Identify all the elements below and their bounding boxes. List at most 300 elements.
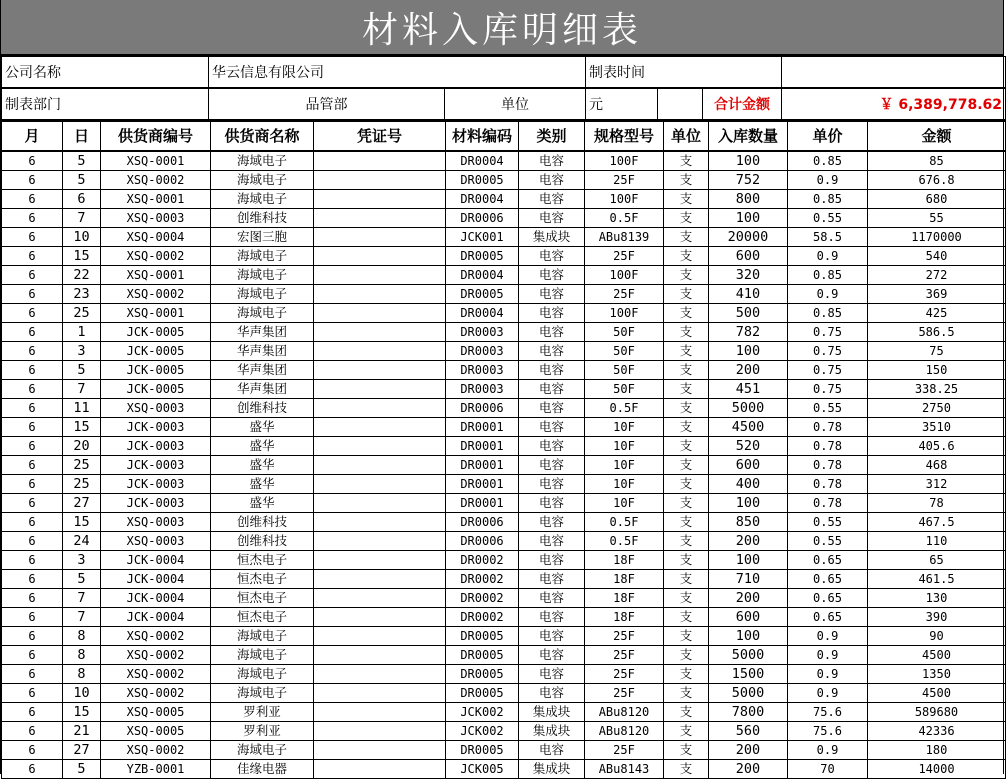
cell-unit[interactable]: 支 (664, 665, 709, 684)
cell-spec[interactable]: 25F (585, 247, 664, 266)
cell-day[interactable]: 25 (63, 475, 101, 494)
cell-material-code[interactable]: JCK002 (446, 722, 519, 741)
col-header-spec[interactable]: 规格型号 (585, 121, 664, 151)
cell-voucher-no[interactable] (314, 722, 446, 741)
cell-category[interactable]: 电容 (519, 399, 585, 418)
cell-supplier-code[interactable]: XSQ-0002 (101, 247, 211, 266)
cell-unit[interactable]: 支 (664, 323, 709, 342)
cell-supplier-code[interactable]: XSQ-0005 (101, 703, 211, 722)
cell-material-code[interactable]: DR0005 (446, 646, 519, 665)
cell-supplier-code[interactable]: XSQ-0001 (101, 151, 211, 171)
cell-day[interactable]: 1 (63, 323, 101, 342)
cell-material-code[interactable]: DR0005 (446, 285, 519, 304)
cell-unit[interactable]: 支 (664, 247, 709, 266)
cell-category[interactable]: 集成块 (519, 760, 585, 779)
cell-quantity[interactable]: 200 (709, 532, 788, 551)
cell-spec[interactable]: 100F (585, 304, 664, 323)
cell-supplier-name[interactable]: 华声集团 (211, 361, 314, 380)
cell-month[interactable]: 6 (2, 437, 63, 456)
cell-quantity[interactable]: 200 (709, 741, 788, 760)
cell-quantity[interactable]: 560 (709, 722, 788, 741)
cell-unit[interactable]: 支 (664, 228, 709, 247)
cell-material-code[interactable]: JCK002 (446, 703, 519, 722)
cell-spec[interactable]: 50F (585, 361, 664, 380)
cell-spec[interactable]: 100F (585, 151, 664, 171)
col-header-day[interactable]: 日 (63, 121, 101, 151)
cell-voucher-no[interactable] (314, 151, 446, 171)
cell-unit[interactable]: 支 (664, 532, 709, 551)
cell-voucher-no[interactable] (314, 228, 446, 247)
cell-unit-price[interactable]: 0.65 (788, 551, 868, 570)
cell-day[interactable]: 5 (63, 171, 101, 190)
cell-material-code[interactable]: DR0005 (446, 247, 519, 266)
cell-quantity[interactable]: 1500 (709, 665, 788, 684)
cell-amount[interactable]: 390 (868, 608, 1006, 627)
cell-voucher-no[interactable] (314, 285, 446, 304)
cell-voucher-no[interactable] (314, 532, 446, 551)
cell-supplier-name[interactable]: 恒杰电子 (211, 608, 314, 627)
cell-supplier-code[interactable]: XSQ-0001 (101, 190, 211, 209)
cell-supplier-code[interactable]: XSQ-0003 (101, 532, 211, 551)
cell-day[interactable]: 11 (63, 399, 101, 418)
cell-amount[interactable]: 42336 (868, 722, 1006, 741)
cell-day[interactable]: 8 (63, 627, 101, 646)
cell-quantity[interactable]: 200 (709, 589, 788, 608)
cell-spec[interactable]: 0.5F (585, 532, 664, 551)
cell-amount[interactable]: 272 (868, 266, 1006, 285)
cell-month[interactable]: 6 (2, 646, 63, 665)
cell-month[interactable]: 6 (2, 151, 63, 171)
unit-value[interactable]: 元 (586, 88, 658, 120)
cell-voucher-no[interactable] (314, 494, 446, 513)
cell-month[interactable]: 6 (2, 209, 63, 228)
cell-quantity[interactable]: 200 (709, 361, 788, 380)
cell-quantity[interactable]: 600 (709, 456, 788, 475)
cell-supplier-code[interactable]: JCK-0003 (101, 456, 211, 475)
col-header-unit[interactable]: 单位 (664, 121, 709, 151)
cell-unit-price[interactable]: 0.65 (788, 608, 868, 627)
cell-unit-price[interactable]: 0.55 (788, 532, 868, 551)
cell-category[interactable]: 电容 (519, 741, 585, 760)
cell-category[interactable]: 电容 (519, 361, 585, 380)
cell-unit-price[interactable]: 0.78 (788, 494, 868, 513)
cell-spec[interactable]: 0.5F (585, 399, 664, 418)
cell-quantity[interactable]: 600 (709, 247, 788, 266)
cell-month[interactable]: 6 (2, 494, 63, 513)
cell-spec[interactable]: ABu8120 (585, 722, 664, 741)
cell-month[interactable]: 6 (2, 171, 63, 190)
cell-quantity[interactable]: 20000 (709, 228, 788, 247)
cell-month[interactable]: 6 (2, 513, 63, 532)
cell-voucher-no[interactable] (314, 589, 446, 608)
cell-quantity[interactable]: 7800 (709, 703, 788, 722)
cell-month[interactable]: 6 (2, 570, 63, 589)
cell-unit[interactable]: 支 (664, 342, 709, 361)
cell-unit[interactable]: 支 (664, 151, 709, 171)
cell-category[interactable]: 电容 (519, 532, 585, 551)
cell-supplier-name[interactable]: 恒杰电子 (211, 551, 314, 570)
cell-material-code[interactable]: DR0006 (446, 513, 519, 532)
cell-supplier-code[interactable]: XSQ-0003 (101, 399, 211, 418)
cell-spec[interactable]: 25F (585, 684, 664, 703)
cell-supplier-code[interactable]: XSQ-0002 (101, 646, 211, 665)
cell-day[interactable]: 7 (63, 380, 101, 399)
cell-spec[interactable]: 0.5F (585, 209, 664, 228)
cell-voucher-no[interactable] (314, 646, 446, 665)
cell-quantity[interactable]: 4500 (709, 418, 788, 437)
cell-day[interactable]: 15 (63, 513, 101, 532)
cell-unit[interactable]: 支 (664, 380, 709, 399)
cell-unit-price[interactable]: 0.9 (788, 741, 868, 760)
cell-unit-price[interactable]: 0.55 (788, 209, 868, 228)
cell-spec[interactable]: 25F (585, 627, 664, 646)
cell-material-code[interactable]: DR0003 (446, 361, 519, 380)
cell-month[interactable]: 6 (2, 190, 63, 209)
cell-amount[interactable]: 540 (868, 247, 1006, 266)
cell-category[interactable]: 集成块 (519, 703, 585, 722)
cell-day[interactable]: 7 (63, 589, 101, 608)
cell-quantity[interactable]: 100 (709, 151, 788, 171)
cell-material-code[interactable]: DR0001 (446, 456, 519, 475)
cell-spec[interactable]: 100F (585, 266, 664, 285)
cell-quantity[interactable]: 520 (709, 437, 788, 456)
cell-supplier-code[interactable]: XSQ-0003 (101, 513, 211, 532)
cell-amount[interactable]: 55 (868, 209, 1006, 228)
cell-unit[interactable]: 支 (664, 190, 709, 209)
cell-category[interactable]: 电容 (519, 551, 585, 570)
cell-supplier-name[interactable]: 海域电子 (211, 304, 314, 323)
cell-material-code[interactable]: DR0003 (446, 323, 519, 342)
col-header-quantity[interactable]: 入库数量 (709, 121, 788, 151)
cell-category[interactable]: 电容 (519, 285, 585, 304)
cell-material-code[interactable]: DR0001 (446, 418, 519, 437)
cell-unit-price[interactable]: 0.65 (788, 570, 868, 589)
cell-unit-price[interactable]: 0.78 (788, 456, 868, 475)
cell-amount[interactable]: 2750 (868, 399, 1006, 418)
cell-material-code[interactable]: DR0004 (446, 266, 519, 285)
cell-day[interactable]: 5 (63, 151, 101, 171)
cell-supplier-name[interactable]: 海域电子 (211, 190, 314, 209)
cell-material-code[interactable]: DR0004 (446, 304, 519, 323)
cell-supplier-name[interactable]: 海域电子 (211, 247, 314, 266)
cell-quantity[interactable]: 100 (709, 551, 788, 570)
cell-voucher-no[interactable] (314, 418, 446, 437)
cell-unit[interactable]: 支 (664, 608, 709, 627)
cell-material-code[interactable]: JCK001 (446, 228, 519, 247)
blank-cell[interactable] (658, 88, 703, 120)
unit-label[interactable]: 单位 (445, 88, 586, 120)
cell-voucher-no[interactable] (314, 703, 446, 722)
cell-spec[interactable]: 10F (585, 494, 664, 513)
cell-amount[interactable]: 369 (868, 285, 1006, 304)
cell-month[interactable]: 6 (2, 361, 63, 380)
cell-month[interactable]: 6 (2, 399, 63, 418)
cell-category[interactable]: 电容 (519, 608, 585, 627)
cell-amount[interactable]: 65 (868, 551, 1006, 570)
cell-unit[interactable]: 支 (664, 171, 709, 190)
cell-day[interactable]: 5 (63, 570, 101, 589)
cell-category[interactable]: 集成块 (519, 722, 585, 741)
cell-voucher-no[interactable] (314, 741, 446, 760)
cell-material-code[interactable]: DR0006 (446, 399, 519, 418)
cell-supplier-name[interactable]: 创维科技 (211, 399, 314, 418)
cell-unit-price[interactable]: 0.9 (788, 171, 868, 190)
cell-day[interactable]: 24 (63, 532, 101, 551)
cell-month[interactable]: 6 (2, 323, 63, 342)
cell-supplier-name[interactable]: 创维科技 (211, 532, 314, 551)
cell-amount[interactable]: 14000 (868, 760, 1006, 779)
cell-quantity[interactable]: 5000 (709, 684, 788, 703)
total-value[interactable]: ￥ 6,389,778.62 (782, 88, 1006, 120)
cell-day[interactable]: 10 (63, 228, 101, 247)
cell-quantity[interactable]: 400 (709, 475, 788, 494)
cell-spec[interactable]: 50F (585, 323, 664, 342)
cell-day[interactable]: 3 (63, 551, 101, 570)
cell-spec[interactable]: 50F (585, 342, 664, 361)
cell-day[interactable]: 27 (63, 494, 101, 513)
cell-amount[interactable]: 467.5 (868, 513, 1006, 532)
cell-day[interactable]: 8 (63, 646, 101, 665)
cell-month[interactable]: 6 (2, 247, 63, 266)
cell-unit[interactable]: 支 (664, 722, 709, 741)
cell-spec[interactable]: 100F (585, 190, 664, 209)
cell-voucher-no[interactable] (314, 513, 446, 532)
cell-amount[interactable]: 405.6 (868, 437, 1006, 456)
cell-unit[interactable]: 支 (664, 646, 709, 665)
cell-amount[interactable]: 468 (868, 456, 1006, 475)
cell-unit[interactable]: 支 (664, 456, 709, 475)
date-value[interactable] (782, 57, 1006, 88)
cell-amount[interactable]: 680 (868, 190, 1006, 209)
cell-spec[interactable]: 18F (585, 551, 664, 570)
dept-value[interactable]: 品管部 (209, 88, 445, 120)
company-value[interactable]: 华云信息有限公司 (209, 57, 586, 88)
cell-supplier-name[interactable]: 盛华 (211, 475, 314, 494)
cell-supplier-code[interactable]: JCK-0004 (101, 608, 211, 627)
cell-month[interactable]: 6 (2, 285, 63, 304)
cell-amount[interactable]: 586.5 (868, 323, 1006, 342)
cell-day[interactable]: 5 (63, 361, 101, 380)
cell-supplier-name[interactable]: 创维科技 (211, 209, 314, 228)
cell-quantity[interactable]: 320 (709, 266, 788, 285)
cell-supplier-name[interactable]: 宏图三胞 (211, 228, 314, 247)
cell-supplier-name[interactable]: 罗利亚 (211, 722, 314, 741)
cell-day[interactable]: 6 (63, 190, 101, 209)
cell-category[interactable]: 电容 (519, 513, 585, 532)
cell-material-code[interactable]: DR0005 (446, 684, 519, 703)
cell-voucher-no[interactable] (314, 551, 446, 570)
cell-category[interactable]: 电容 (519, 589, 585, 608)
cell-month[interactable]: 6 (2, 304, 63, 323)
cell-unit-price[interactable]: 0.75 (788, 380, 868, 399)
cell-quantity[interactable]: 410 (709, 285, 788, 304)
cell-material-code[interactable]: DR0006 (446, 532, 519, 551)
cell-spec[interactable]: 25F (585, 665, 664, 684)
cell-day[interactable]: 7 (63, 209, 101, 228)
cell-amount[interactable]: 180 (868, 741, 1006, 760)
cell-material-code[interactable]: DR0004 (446, 151, 519, 171)
cell-unit-price[interactable]: 75.6 (788, 722, 868, 741)
cell-quantity[interactable]: 200 (709, 760, 788, 779)
cell-quantity[interactable]: 5000 (709, 399, 788, 418)
cell-material-code[interactable]: DR0005 (446, 627, 519, 646)
col-header-voucher-no[interactable]: 凭证号 (314, 121, 446, 151)
cell-supplier-code[interactable]: XSQ-0002 (101, 171, 211, 190)
cell-unit[interactable]: 支 (664, 570, 709, 589)
cell-category[interactable]: 电容 (519, 684, 585, 703)
cell-voucher-no[interactable] (314, 190, 446, 209)
cell-supplier-name[interactable]: 恒杰电子 (211, 589, 314, 608)
cell-spec[interactable]: 25F (585, 741, 664, 760)
cell-voucher-no[interactable] (314, 760, 446, 779)
cell-unit[interactable]: 支 (664, 760, 709, 779)
cell-amount[interactable]: 85 (868, 151, 1006, 171)
cell-supplier-code[interactable]: XSQ-0002 (101, 285, 211, 304)
cell-day[interactable]: 5 (63, 760, 101, 779)
cell-category[interactable]: 电容 (519, 342, 585, 361)
cell-supplier-name[interactable]: 华声集团 (211, 380, 314, 399)
cell-voucher-no[interactable] (314, 209, 446, 228)
cell-category[interactable]: 电容 (519, 494, 585, 513)
cell-voucher-no[interactable] (314, 475, 446, 494)
col-header-amount[interactable]: 金额 (868, 121, 1006, 151)
cell-spec[interactable]: ABu8139 (585, 228, 664, 247)
cell-voucher-no[interactable] (314, 304, 446, 323)
cell-amount[interactable]: 110 (868, 532, 1006, 551)
cell-quantity[interactable]: 500 (709, 304, 788, 323)
cell-supplier-name[interactable]: 盛华 (211, 437, 314, 456)
cell-day[interactable]: 15 (63, 418, 101, 437)
cell-material-code[interactable]: DR0001 (446, 475, 519, 494)
cell-supplier-code[interactable]: JCK-0003 (101, 494, 211, 513)
cell-spec[interactable]: 18F (585, 589, 664, 608)
cell-supplier-name[interactable]: 创维科技 (211, 513, 314, 532)
cell-supplier-code[interactable]: JCK-0003 (101, 437, 211, 456)
cell-quantity[interactable]: 782 (709, 323, 788, 342)
cell-supplier-code[interactable]: JCK-0005 (101, 323, 211, 342)
col-header-month[interactable]: 月 (2, 121, 63, 151)
date-label[interactable]: 制表时间 (586, 57, 782, 88)
cell-month[interactable]: 6 (2, 703, 63, 722)
cell-month[interactable]: 6 (2, 589, 63, 608)
cell-unit[interactable]: 支 (664, 361, 709, 380)
cell-unit-price[interactable]: 0.85 (788, 151, 868, 171)
cell-material-code[interactable]: DR0002 (446, 570, 519, 589)
cell-spec[interactable]: 10F (585, 437, 664, 456)
cell-spec[interactable]: ABu8143 (585, 760, 664, 779)
cell-supplier-code[interactable]: JCK-0004 (101, 551, 211, 570)
cell-supplier-code[interactable]: XSQ-0002 (101, 684, 211, 703)
cell-supplier-name[interactable]: 华声集团 (211, 342, 314, 361)
cell-quantity[interactable]: 100 (709, 342, 788, 361)
cell-supplier-code[interactable]: XSQ-0003 (101, 209, 211, 228)
cell-month[interactable]: 6 (2, 228, 63, 247)
cell-unit-price[interactable]: 70 (788, 760, 868, 779)
cell-unit[interactable]: 支 (664, 684, 709, 703)
cell-voucher-no[interactable] (314, 323, 446, 342)
cell-quantity[interactable]: 850 (709, 513, 788, 532)
cell-spec[interactable]: 10F (585, 418, 664, 437)
cell-day[interactable]: 22 (63, 266, 101, 285)
cell-category[interactable]: 电容 (519, 380, 585, 399)
cell-month[interactable]: 6 (2, 380, 63, 399)
cell-amount[interactable]: 90 (868, 627, 1006, 646)
cell-supplier-name[interactable]: 海域电子 (211, 151, 314, 171)
cell-supplier-code[interactable]: JCK-0003 (101, 418, 211, 437)
cell-supplier-name[interactable]: 华声集团 (211, 323, 314, 342)
cell-unit-price[interactable]: 0.9 (788, 627, 868, 646)
cell-unit[interactable]: 支 (664, 475, 709, 494)
cell-month[interactable]: 6 (2, 475, 63, 494)
cell-category[interactable]: 电容 (519, 209, 585, 228)
cell-amount[interactable]: 130 (868, 589, 1006, 608)
cell-category[interactable]: 电容 (519, 627, 585, 646)
cell-month[interactable]: 6 (2, 741, 63, 760)
cell-supplier-name[interactable]: 罗利亚 (211, 703, 314, 722)
cell-unit[interactable]: 支 (664, 209, 709, 228)
cell-month[interactable]: 6 (2, 684, 63, 703)
cell-supplier-name[interactable]: 海域电子 (211, 741, 314, 760)
cell-unit[interactable]: 支 (664, 627, 709, 646)
cell-material-code[interactable]: DR0002 (446, 551, 519, 570)
cell-unit-price[interactable]: 0.75 (788, 361, 868, 380)
cell-amount[interactable]: 461.5 (868, 570, 1006, 589)
col-header-unit-price[interactable]: 单价 (788, 121, 868, 151)
cell-amount[interactable]: 589680 (868, 703, 1006, 722)
cell-supplier-code[interactable]: XSQ-0002 (101, 627, 211, 646)
cell-supplier-code[interactable]: XSQ-0002 (101, 741, 211, 760)
cell-voucher-no[interactable] (314, 684, 446, 703)
cell-amount[interactable]: 3510 (868, 418, 1006, 437)
cell-quantity[interactable]: 752 (709, 171, 788, 190)
cell-unit[interactable]: 支 (664, 589, 709, 608)
cell-unit-price[interactable]: 75.6 (788, 703, 868, 722)
cell-day[interactable]: 21 (63, 722, 101, 741)
cell-quantity[interactable]: 800 (709, 190, 788, 209)
cell-amount[interactable]: 4500 (868, 684, 1006, 703)
cell-month[interactable]: 6 (2, 456, 63, 475)
cell-unit-price[interactable]: 0.85 (788, 304, 868, 323)
cell-supplier-name[interactable]: 海域电子 (211, 266, 314, 285)
cell-unit-price[interactable]: 0.65 (788, 589, 868, 608)
cell-spec[interactable]: ABu8120 (585, 703, 664, 722)
cell-quantity[interactable]: 5000 (709, 646, 788, 665)
cell-spec[interactable]: 10F (585, 475, 664, 494)
cell-unit-price[interactable]: 0.55 (788, 399, 868, 418)
cell-amount[interactable]: 78 (868, 494, 1006, 513)
cell-month[interactable]: 6 (2, 665, 63, 684)
cell-unit[interactable]: 支 (664, 418, 709, 437)
cell-unit[interactable]: 支 (664, 266, 709, 285)
cell-month[interactable]: 6 (2, 627, 63, 646)
cell-unit-price[interactable]: 0.55 (788, 513, 868, 532)
cell-category[interactable]: 电容 (519, 323, 585, 342)
cell-supplier-name[interactable]: 海域电子 (211, 627, 314, 646)
col-header-material-code[interactable]: 材料编码 (446, 121, 519, 151)
cell-material-code[interactable]: DR0001 (446, 494, 519, 513)
cell-voucher-no[interactable] (314, 608, 446, 627)
cell-supplier-name[interactable]: 恒杰电子 (211, 570, 314, 589)
cell-spec[interactable]: 18F (585, 570, 664, 589)
cell-material-code[interactable]: DR0002 (446, 608, 519, 627)
cell-material-code[interactable]: DR0005 (446, 665, 519, 684)
cell-month[interactable]: 6 (2, 722, 63, 741)
cell-voucher-no[interactable] (314, 665, 446, 684)
cell-material-code[interactable]: DR0004 (446, 190, 519, 209)
cell-supplier-name[interactable]: 佳缘电器 (211, 760, 314, 779)
cell-voucher-no[interactable] (314, 627, 446, 646)
cell-day[interactable]: 27 (63, 741, 101, 760)
